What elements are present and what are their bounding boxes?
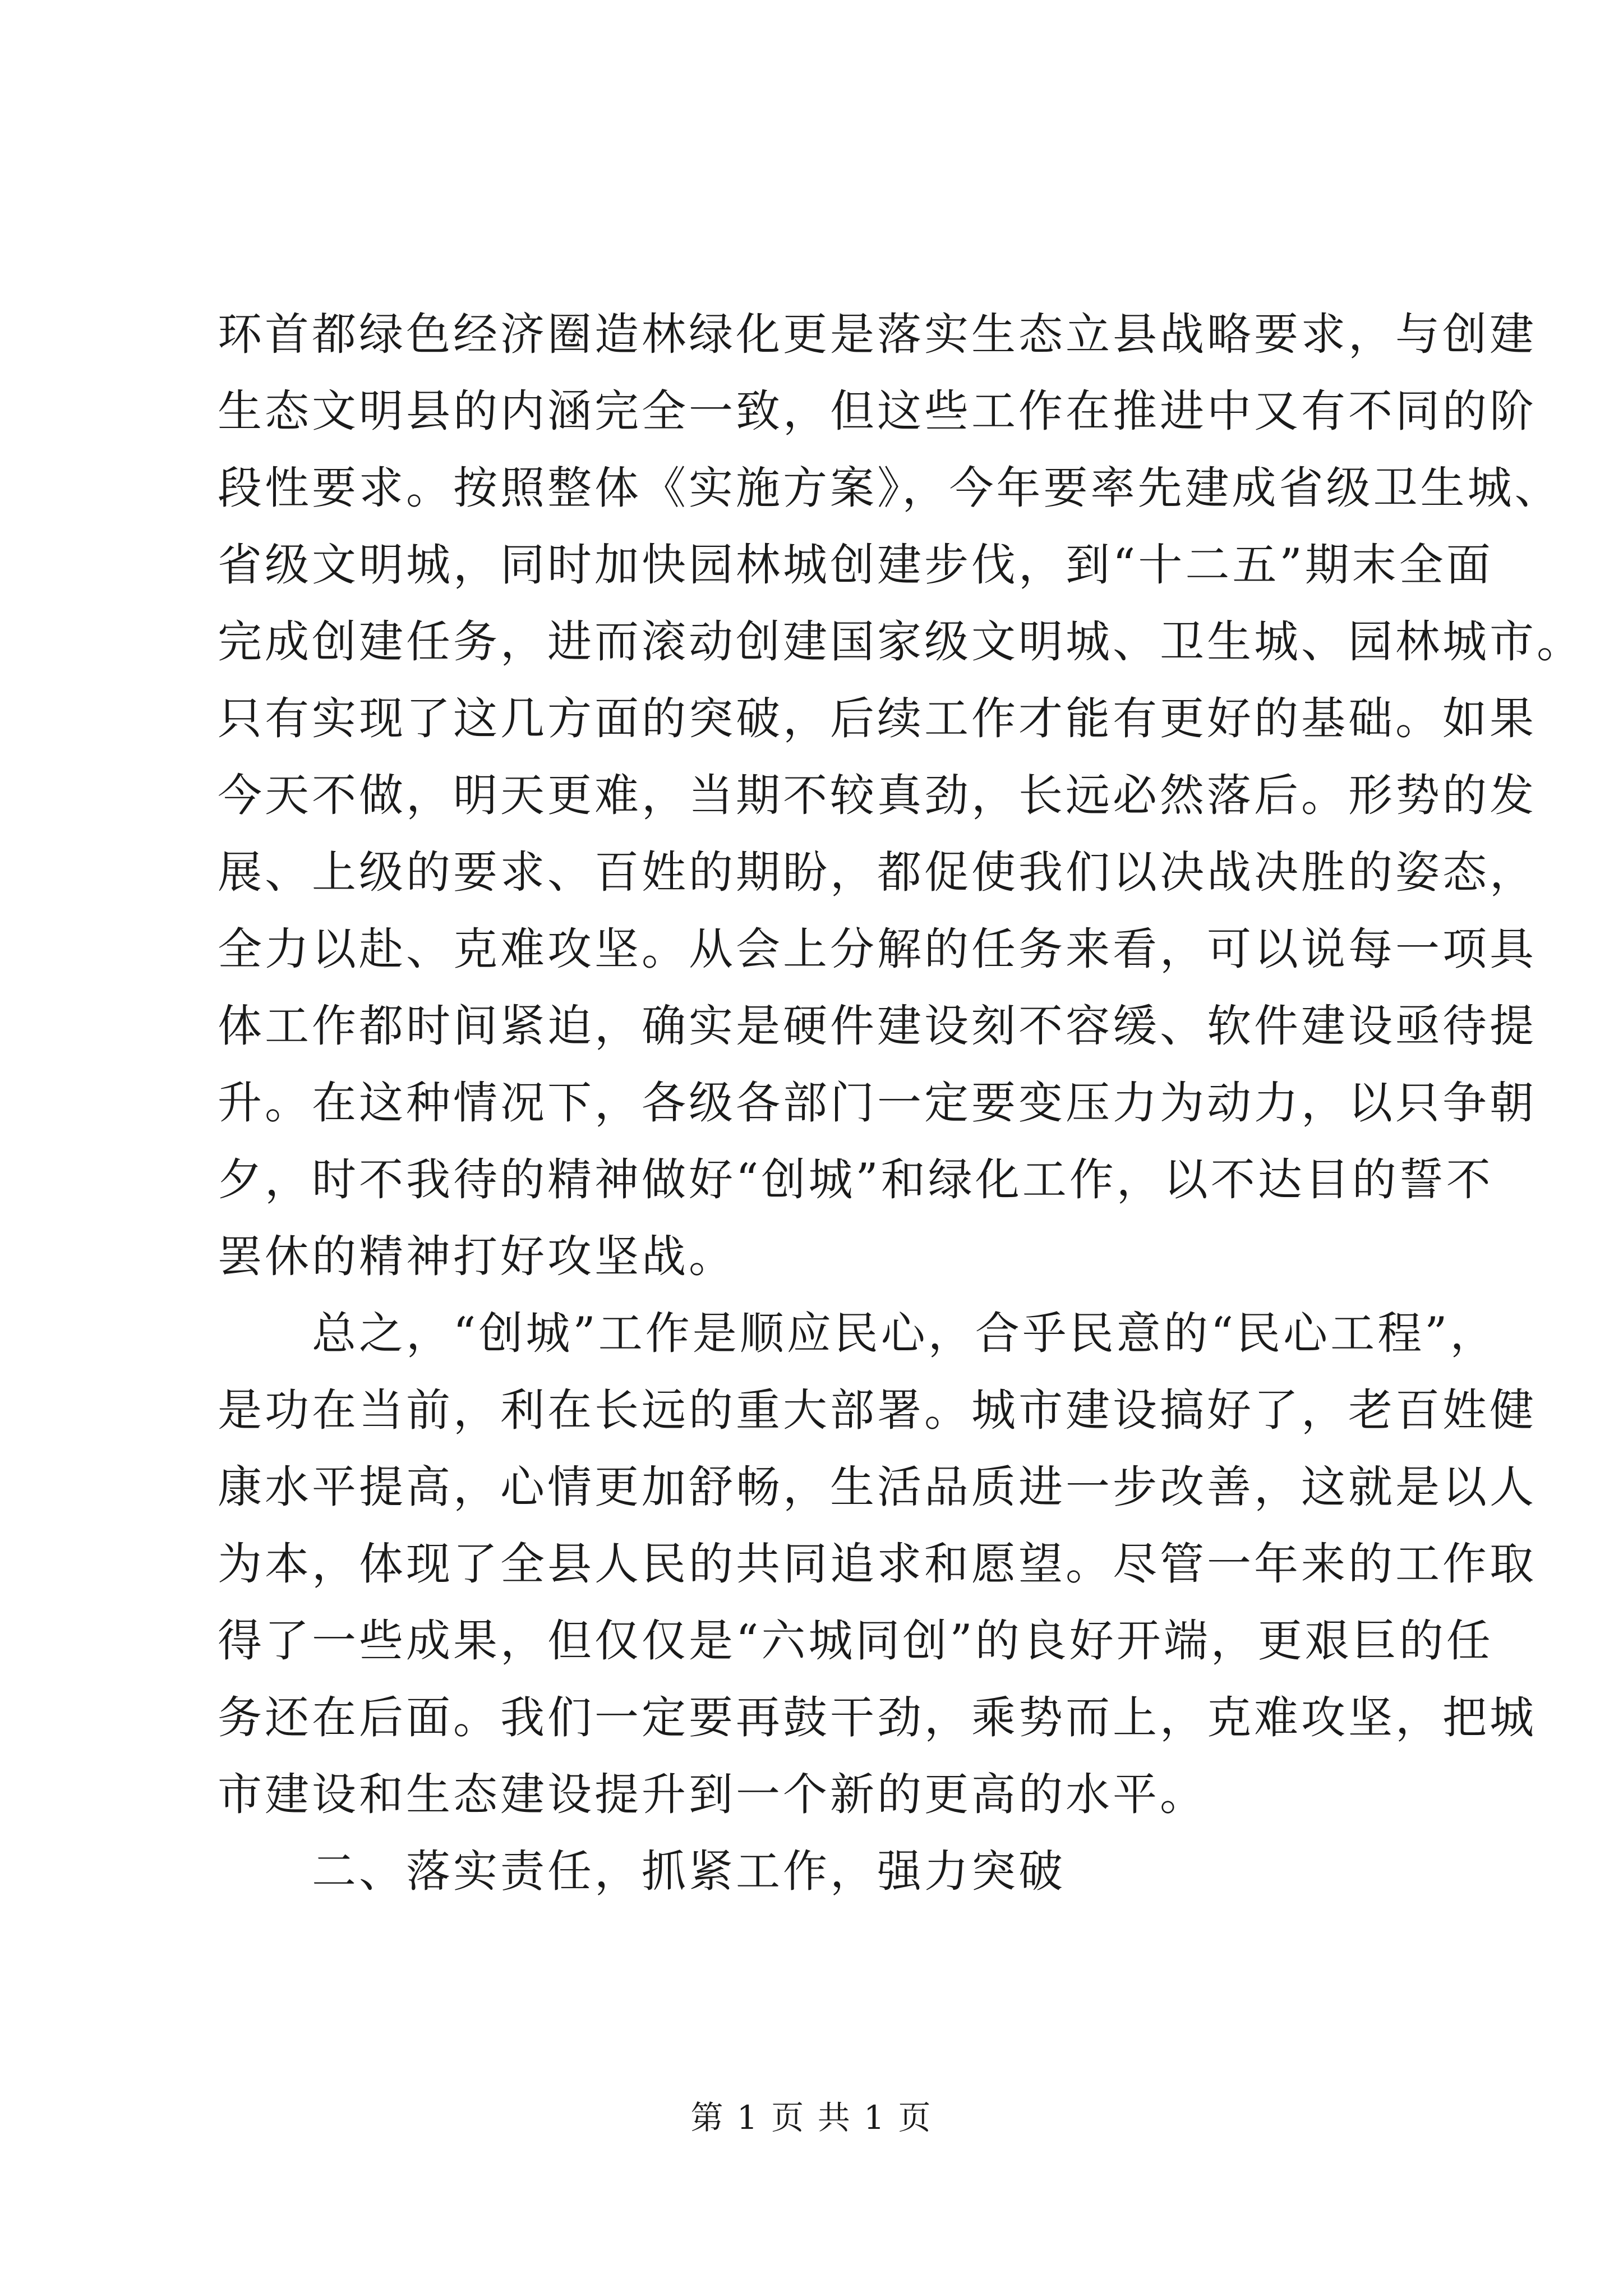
text-line: 生态文明县的内涵完全一致，但这些工作在推进中又有不同的阶: [218, 385, 1537, 437]
text-line: 环首都绿色经济圈造林绿化更是落实生态立县战略要求，与创建: [218, 309, 1537, 360]
paragraph: [218, 296, 1584, 1295]
text-line: 段性要求。按照整体《实施方案》，今年要率先建成省级卫生城、: [218, 462, 1562, 514]
text-line: 省级文明城，同时加快园林城创建步伐，到“十二五”期末全面: [218, 539, 1493, 591]
page-number-footer: 第 1 页 共 1 页: [690, 2099, 933, 2137]
text-line: 为本，体现了全县人民的共同追求和愿望。尽管一年来的工作取: [218, 1538, 1537, 1590]
text-line: 罢休的精神打好攻坚战。: [218, 1231, 736, 1282]
document-body: [218, 296, 1584, 1910]
text-line: 康水平提高，心情更加舒畅，生活品质进一步改善，这就是以人: [218, 1461, 1537, 1513]
text-line: 总之，“创城”工作是顺应民心，合乎民意的“民心工程”，: [312, 1308, 1497, 1359]
text-line: 升。在这种情况下，各级各部门一定要变压力为动力，以只争朝: [218, 1077, 1537, 1129]
text-line: 体工作都时间紧迫，确实是硬件建设刻不容缓、软件建设亟待提: [218, 1000, 1537, 1052]
text-line: 全力以赴、克难攻坚。从会上分解的任务来看，可以说每一项具: [218, 923, 1537, 975]
paragraph: [218, 1295, 1537, 1833]
text-line: 得了一些成果，但仅仅是“六城同创”的良好开端，更艰巨的任: [218, 1615, 1493, 1667]
text-line: 今天不做，明天更难，当期不较真劲，长远必然落后。形势的发: [218, 770, 1537, 821]
text-line: 是功在当前，利在长远的重大部署。城市建设搞好了，老百姓健: [218, 1384, 1537, 1436]
text-line: 完成创建任务，进而滚动创建国家级文明城、卫生城、园林城市。: [218, 616, 1584, 668]
text-line: 展、上级的要求、百姓的期盼，都促使我们以决战决胜的姿态，: [218, 846, 1537, 898]
paragraph: [218, 1833, 1424, 1910]
text-line: 二、落实责任，抓紧工作，强力突破: [312, 1846, 1066, 1897]
text-line: 市建设和生态建设提升到一个新的更高的水平。: [218, 1769, 1207, 1820]
text-line: 只有实现了这几方面的突破，后续工作才能有更好的基础。如果: [218, 693, 1537, 744]
text-line: 务还在后面。我们一定要再鼓干劲，乘势而上，克难攻坚，把城: [218, 1692, 1537, 1743]
text-line: 夕，时不我待的精神做好“创城”和绿化工作，以不达目的誓不: [218, 1154, 1493, 1205]
